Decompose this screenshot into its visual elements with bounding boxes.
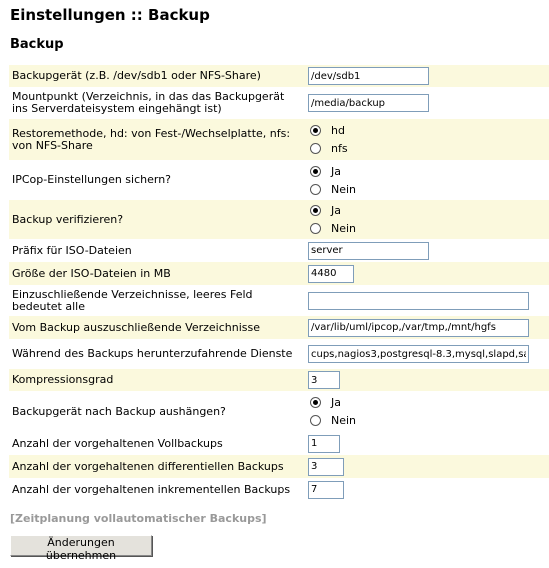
ipcop-settings-label: IPCop-Einstellungen sichern?: [12, 173, 172, 186]
radio-unmount-yes-label: Ja: [331, 396, 341, 409]
row-iso-size: [9, 262, 549, 285]
restore-method-option-hd[interactable]: [308, 122, 546, 140]
compression-label: Kompressionsgrad: [9, 369, 305, 391]
row-diff-backups: [9, 455, 549, 478]
row-restore-method: [9, 119, 549, 160]
diff-backups-input[interactable]: [308, 458, 344, 476]
row-compression: [9, 369, 549, 391]
include-dirs-label: Einzuschließende Verzeichnisse, leeres Feld bedeutet alle: [12, 287, 253, 313]
restore-method-option-nfs[interactable]: [308, 140, 546, 158]
row-iso-prefix: [9, 239, 549, 262]
unmount-option-yes[interactable]: [308, 394, 546, 412]
full-backups-label: Anzahl der vorgehaltenen Vollbackups: [12, 436, 223, 450]
section-title: Backup: [10, 37, 64, 52]
row-services: [9, 339, 549, 369]
incr-backups-label: Anzahl der vorgehaltenen inkrementellen Backups: [12, 482, 291, 496]
verify-option-no[interactable]: [308, 220, 546, 238]
diff-backups-label: Anzahl der vorgehaltenen differentiellen Backups: [9, 455, 305, 478]
ipcop-option-yes[interactable]: [308, 162, 546, 180]
device-input[interactable]: [308, 67, 429, 85]
exclude-dirs-label: Vom Backup auszuschließende Verzeichnisse: [9, 316, 305, 339]
radio-verify-no-label: Nein: [331, 222, 357, 235]
services-input[interactable]: [308, 345, 529, 363]
full-backups-input[interactable]: [308, 435, 340, 453]
row-mountpoint: [9, 87, 549, 119]
iso-prefix-input[interactable]: [308, 242, 429, 260]
exclude-dirs-input[interactable]: [308, 319, 529, 337]
radio-ipcop-no-label: Nein: [331, 182, 357, 196]
radio-hd-label: hd: [331, 124, 345, 137]
page-title: Einstellungen :: Backup: [10, 6, 210, 24]
apply-changes-button[interactable]: Änderungen übernehmen: [10, 535, 152, 556]
radio-ipcop-yes-label: Ja: [331, 164, 341, 178]
iso-prefix-label: Präfix für ISO-Dateien: [12, 243, 132, 257]
radio-ipcop-no[interactable]: [310, 184, 321, 195]
radio-nfs[interactable]: [310, 143, 321, 154]
schedule-link[interactable]: [Zeitplanung vollautomatischer Backups]: [10, 512, 267, 525]
unmount-label: Backupgerät nach Backup aushängen?: [12, 404, 226, 418]
verify-option-yes[interactable]: [308, 202, 546, 220]
row-exclude-dirs: [9, 316, 549, 339]
mountpoint-input[interactable]: [308, 94, 429, 112]
radio-hd[interactable]: [310, 125, 321, 136]
include-dirs-input[interactable]: [308, 292, 529, 310]
row-incr-backups: [9, 478, 549, 501]
verify-label: Backup verifizieren?: [9, 200, 305, 239]
device-label: Backupgerät (z.B. /dev/sdb1 oder NFS-Share): [9, 65, 305, 87]
row-device: [9, 65, 549, 87]
row-full-backups: [9, 432, 549, 455]
radio-ipcop-yes[interactable]: [310, 166, 321, 177]
row-include-dirs: [9, 285, 549, 316]
unmount-option-no[interactable]: [308, 412, 546, 430]
services-label: Während des Backups herunterzufahrende Dienste: [12, 347, 293, 360]
iso-size-input[interactable]: [308, 265, 354, 283]
radio-nfs-label: nfs: [331, 142, 348, 155]
radio-unmount-no[interactable]: [310, 415, 321, 426]
row-verify: [9, 200, 549, 239]
compression-input[interactable]: [308, 371, 340, 389]
radio-verify-yes[interactable]: [310, 205, 321, 216]
row-unmount: [9, 391, 549, 432]
incr-backups-input[interactable]: [308, 481, 344, 499]
radio-unmount-no-label: Nein: [331, 414, 357, 427]
row-ipcop-settings: [9, 160, 549, 200]
iso-size-label: Größe der ISO-Dateien in MB: [9, 262, 305, 285]
radio-verify-yes-label: Ja: [331, 204, 341, 217]
ipcop-option-no[interactable]: [308, 180, 546, 198]
mountpoint-label: Mountpunkt (Verzeichnis, in das das Backupgerät ins Serverdateisystem eingehängt ist): [12, 90, 285, 115]
radio-unmount-yes[interactable]: [310, 397, 321, 408]
radio-verify-no[interactable]: [310, 223, 321, 234]
restore-method-label: Restoremethode, hd: von Fest-/Wechselplatte, nfs: von NFS-Share: [9, 119, 305, 160]
backup-settings-form: [9, 65, 549, 501]
